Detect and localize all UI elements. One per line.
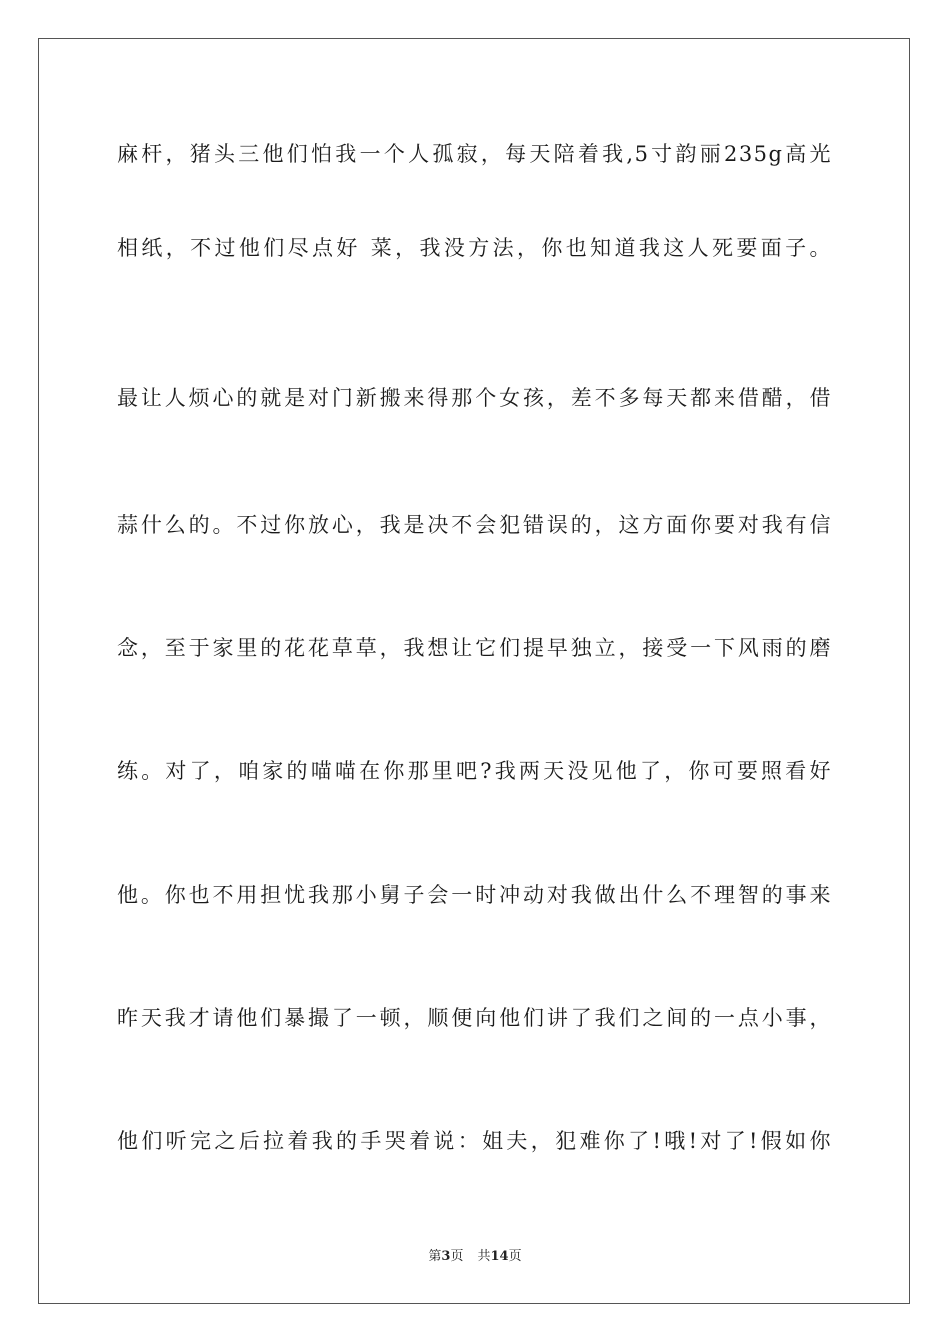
page-border xyxy=(38,38,910,1304)
text-line-7: 他。你也不用担忧我那小舅子会一时冲动对我做出什么不理智的事来 xyxy=(117,883,832,907)
text-line-2: 相纸，不过他们尽点好 菜，我没方法，你也知道我这人死要面子。 xyxy=(117,236,832,260)
text-line-9: 他们听完之后拉着我的手哭着说：姐夫，犯难你了!哦!对了!假如你 xyxy=(117,1129,832,1153)
text-line-1: 麻杆，猪头三他们怕我一个人孤寂，每天陪着我,5寸韵丽235g高光 xyxy=(117,142,832,166)
page-total: 14 xyxy=(490,1249,509,1264)
text-line-4: 蒜什么的。不过你放心，我是决不会犯错误的，这方面你要对我有信 xyxy=(117,513,832,537)
text-line-5: 念，至于家里的花花草草，我想让它们提早独立，接受一下风雨的磨 xyxy=(117,636,832,660)
text-line-6: 练。对了，咱家的喵喵在你那里吧?我两天没见他了，你可要照看好 xyxy=(117,759,832,783)
page-number-prefix: 第 xyxy=(428,1249,442,1264)
page-total-prefix: 共 xyxy=(477,1249,491,1264)
text-line-3: 最让人烦心的就是对门新搬来得那个女孩，差不多每天都来借醋，借 xyxy=(117,386,832,410)
page-number-current: 3 xyxy=(441,1249,451,1264)
page-total-suffix: 页 xyxy=(508,1249,522,1264)
page-footer xyxy=(0,1248,950,1266)
text-line-8: 昨天我才请他们暴撮了一顿，顺便向他们讲了我们之间的一点小事， xyxy=(117,1006,832,1030)
page-number-suffix: 页 xyxy=(450,1249,464,1264)
